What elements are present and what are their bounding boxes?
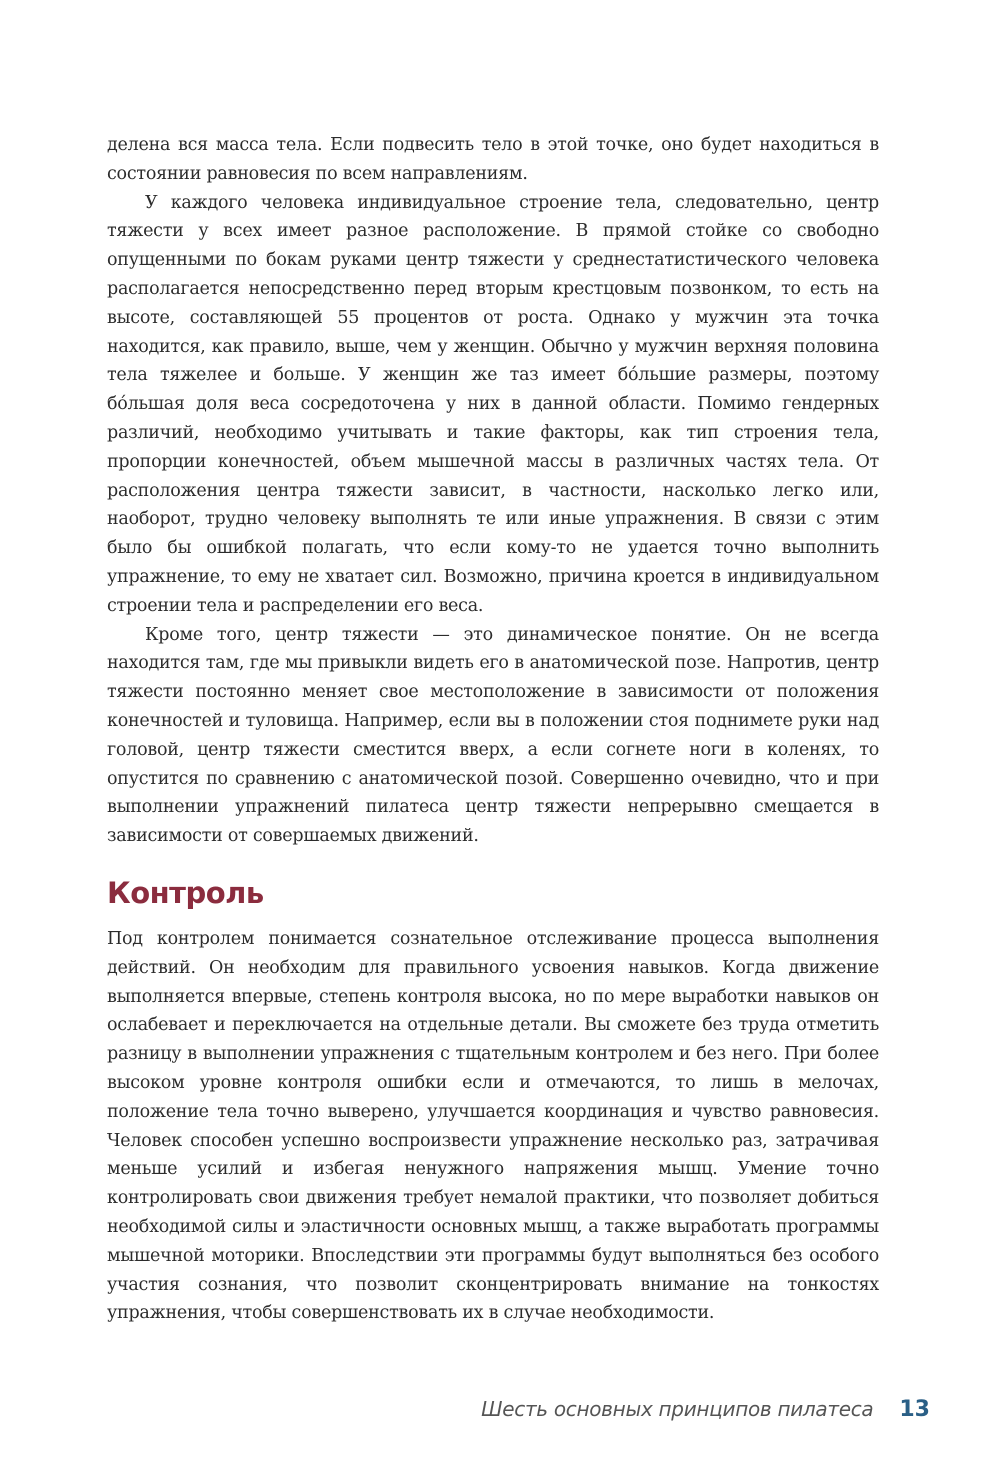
body-text-block [107,131,879,851]
paragraph-center-of-gravity: У каждого человека индивидуальное строение тела, следовательно, центр тяжести у всех имеет разное расположение. В прямой стойке со свободно опущенными по бокам руками центр тяжести у среднестатистического человека располагается непосредственно перед вторым крестцовым позвонком, то есть на высоте, составляющей 55 процентов от роста. Однако у мужчин эта точка находится, как правило, выше, чем у женщин. Обычно у мужчин верхняя половина тела тяжелее и больше. У женщин же таз имеет бóльшие размеры, поэтому бóльшая доля веса сосредоточена у них в данной области. Помимо гендерных различий, необходимо учитывать и такие факторы, как тип строения тела, пропорции конечностей, объем мышечной массы в различных частях тела. От расположения центра тяжести зависит, в частности, насколько легко или, наоборот, трудно человеку выполнять те или иные упражнения. В связи с этим было бы ошибкой полагать, что если кому-то не удается точно выполнить упражнение, то ему не хватает сил. Возможно, причина кроется в индивидуальном строении тела и распределении его веса. [107,192,879,616]
section-text-block [107,925,879,1328]
page-footer [481,1397,930,1422]
paragraph-control: Под контролем понимается сознательное отслеживание процесса выполнения действий. Он необходим для правильного усвоения навыков. Когда движение выполняется впервые, степень контроля высока, но по мере выработки навыков он ослабевает и переключается на отдельные детали. Вы сможете без труда отметить разницу в выполнении упражнения с тщательным контролем и без него. При более высоком уровне контроля ошибки если и отмечаются, то лишь в мелочах, положение тела точно выверено, улучшается координация и чувство равновесия. Человек способен успешно воспроизвести упражнение несколько раз, затрачивая меньше усилий и избегая ненужного напряжения мышц. Умение точно контролировать свои движения требует немалой практики, что позволяет добиться необходимой силы и эластичности основных мышц, а также выработать программы мышечной моторики. Впоследствии эти программы будут выполняться без особого участия сознания, что позволит сконцентрировать внимание на тонкостях упражнения, чтобы совершенствовать их в случае необходимости. [107,929,879,1324]
paragraph-dynamic-concept: Кроме того, центр тяжести — это динамическое понятие. Он не всегда находится там, где мы привыкли видеть его в анатомической позе. Напротив, центр тяжести постоянно меняет свое местоположение в зависимости от положения конечностей и туловища. Например, если вы в положении стоя поднимете руки над головой, центр тяжести сместится вверх, а если согнете ноги в коленях, то опустится по сравнению с анатомической позой. Совершенно очевидно, что и при выполнении упражнений пилатеса центр тяжести непрерывно смещается в зависимости от совершаемых движений. [107,624,879,847]
paragraph-continuation: делена вся масса тела. Если подвесить тело в этой точке, оно будет находиться в состоянии равновесия по всем направлениям. [107,135,879,184]
running-footer-title: Шесть основных принципов пилатеса [481,1397,874,1421]
section-heading-control: Контроль [107,876,264,910]
page-number: 13 [899,1397,930,1422]
